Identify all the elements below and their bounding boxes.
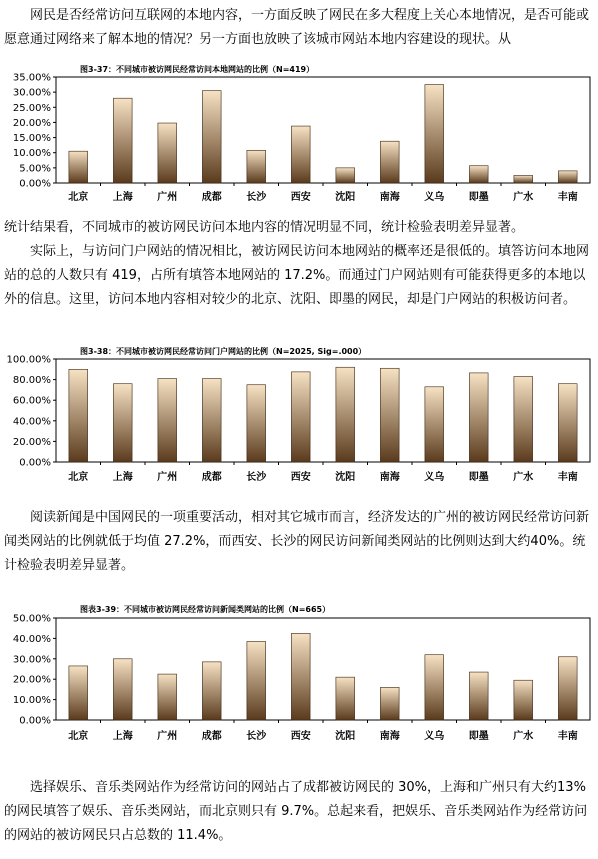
x-tick-label: 长沙 [246,731,267,742]
bar [69,151,88,183]
x-tick-label: 成都 [201,731,222,742]
y-tick-label: 30.00% [12,654,51,666]
y-tick-label: 30.00% [12,87,51,99]
y-tick-label: 40.00% [12,416,51,428]
x-tick-label: 义乌 [424,192,445,203]
bar [291,633,310,720]
paragraph-entertainment: 选择娱乐、音乐类网站作为经常访问的网站占了成都被访网民的 30%，上海和广州只有大约13%的网民填答了娱乐、音乐类网站，而北京则只有 9.7%。总起来看，把娱乐、音乐类网站作为经常访问的网站的被访网民只占总数的 11.4%。 [4,780,588,843]
x-tick-label: 成都 [201,472,222,483]
y-tick-label: 20.00% [12,117,51,129]
y-tick-label: 5.00% [19,163,51,175]
bar [69,666,88,720]
bar [469,166,488,183]
x-tick-label: 即墨 [468,192,489,203]
bar [558,657,577,720]
x-tick-label: 即墨 [468,731,489,742]
x-tick-label: 西安 [290,192,311,203]
y-tick-label: 40.00% [12,633,51,645]
x-tick-label: 南海 [379,731,400,742]
bar [380,368,399,462]
bar [336,168,355,183]
x-tick-label: 丰南 [557,472,578,483]
chart-title: 图3-37：不同城市被访网民经常访问本地网站的比例（N=419） [80,65,315,74]
bar [514,377,533,462]
y-tick-label: 10.00% [12,695,51,707]
bar [158,123,177,183]
paragraph-news: 阅读新闻是中国网民的一项重要活动，相对其它城市而言，经济发达的广州的被访网民经常访问新闻类网站的比例就低于均值 27.2%，而西安、长沙的网民访问新闻类网站的比例则达到大约40%。统计检验表明差异显著。 [4,510,590,573]
bar [202,91,221,183]
plot-area [56,618,590,720]
chart-title: 图3-38：不同城市被访网民经常访问门户网站的比例（N=2025, Sig=.000） [80,347,367,356]
y-tick-label: 15.00% [12,133,51,145]
y-tick-label: 10.00% [12,148,51,160]
x-tick-label: 成都 [201,192,222,203]
bar [558,384,577,462]
bar [469,373,488,462]
x-tick-label: 长沙 [246,472,267,483]
bar [69,369,88,462]
x-tick-label: 西安 [290,472,311,483]
y-tick-label: 0.00% [19,178,51,190]
bar [158,674,177,720]
x-tick-label: 广水 [513,472,534,483]
x-tick-label: 西安 [290,731,311,742]
bar [158,379,177,462]
y-tick-label: 20.00% [12,436,51,448]
x-tick-label: 长沙 [246,192,267,203]
bar [425,387,444,462]
bar [514,680,533,720]
y-tick-label: 0.00% [19,457,51,469]
x-tick-label: 丰南 [557,731,578,742]
bar [425,655,444,720]
x-tick-label: 广水 [513,192,534,203]
bar [469,672,488,720]
x-tick-label: 沈阳 [335,731,356,742]
bar [336,367,355,462]
paragraph-portal-compare: 实际上，与访问门户网站的情况相比，被访网民访问本地网站的概率还是很低的。填答访问本地网站的总的人数只有 419，占所有填答本地网站的 17.2%。而通过门户网站则有可能获得更多的本地以外的信息。这里，访问本地内容相对较少的北京、沈阳、即墨的网民，却是门户网站的积极访问者。 [4,244,590,307]
y-tick-label: 0.00% [19,715,51,727]
plot-area [56,77,590,183]
x-tick-label: 上海 [112,472,133,483]
x-tick-label: 上海 [112,731,133,742]
x-tick-label: 北京 [68,731,89,742]
chart-news-websites [0,596,598,750]
y-tick-label: 25.00% [12,102,51,114]
y-tick-label: 35.00% [12,72,51,84]
x-tick-label: 丰南 [557,192,578,203]
plot-area [56,359,590,462]
bar [202,662,221,720]
x-tick-label: 义乌 [424,731,445,742]
y-tick-label: 50.00% [12,613,51,625]
x-tick-label: 即墨 [468,472,489,483]
x-tick-label: 上海 [112,192,133,203]
y-tick-label: 20.00% [12,674,51,686]
bar [113,384,132,462]
paragraph-intro: 网民是否经常访问互联网的本地内容，一方面反映了网民在多大程度上关心本地情况，是否可能或愿意通过网络来了解本地的情况？另一方面也放映了该城市网站本地内容建设的现状。从 [4,8,590,47]
bar [113,659,132,720]
chart-portal-websites [0,343,598,491]
x-tick-label: 北京 [68,472,89,483]
bar [380,141,399,183]
bar [291,126,310,183]
x-tick-label: 义乌 [424,472,445,483]
bar [425,85,444,183]
x-tick-label: 广州 [157,472,178,483]
bar [291,372,310,462]
bar [202,379,221,462]
bar [336,677,355,720]
bar [247,385,266,462]
chart-title: 图表3-39：不同城市被访网民经常访问新闻类网站的比例（N=665） [80,605,331,614]
x-tick-label: 广州 [157,192,178,203]
bar [558,171,577,183]
bar [247,150,266,183]
bar [380,687,399,720]
x-tick-label: 广水 [513,731,534,742]
x-tick-label: 广州 [157,731,178,742]
y-tick-label: 60.00% [12,395,51,407]
chart-local-websites [0,62,598,208]
x-tick-label: 沈阳 [335,192,356,203]
x-tick-label: 北京 [68,192,89,203]
bar [247,641,266,720]
y-tick-label: 80.00% [12,375,51,387]
bar [113,98,132,183]
x-tick-label: 南海 [379,472,400,483]
x-tick-label: 沈阳 [335,472,356,483]
bar [514,175,533,183]
y-tick-label: 100.00% [6,354,51,366]
paragraph-local-result: 统计结果看，不同城市的被访网民访问本地内容的情况明显不同，统计检验表明差异显著。 [4,220,525,235]
x-tick-label: 南海 [379,192,400,203]
